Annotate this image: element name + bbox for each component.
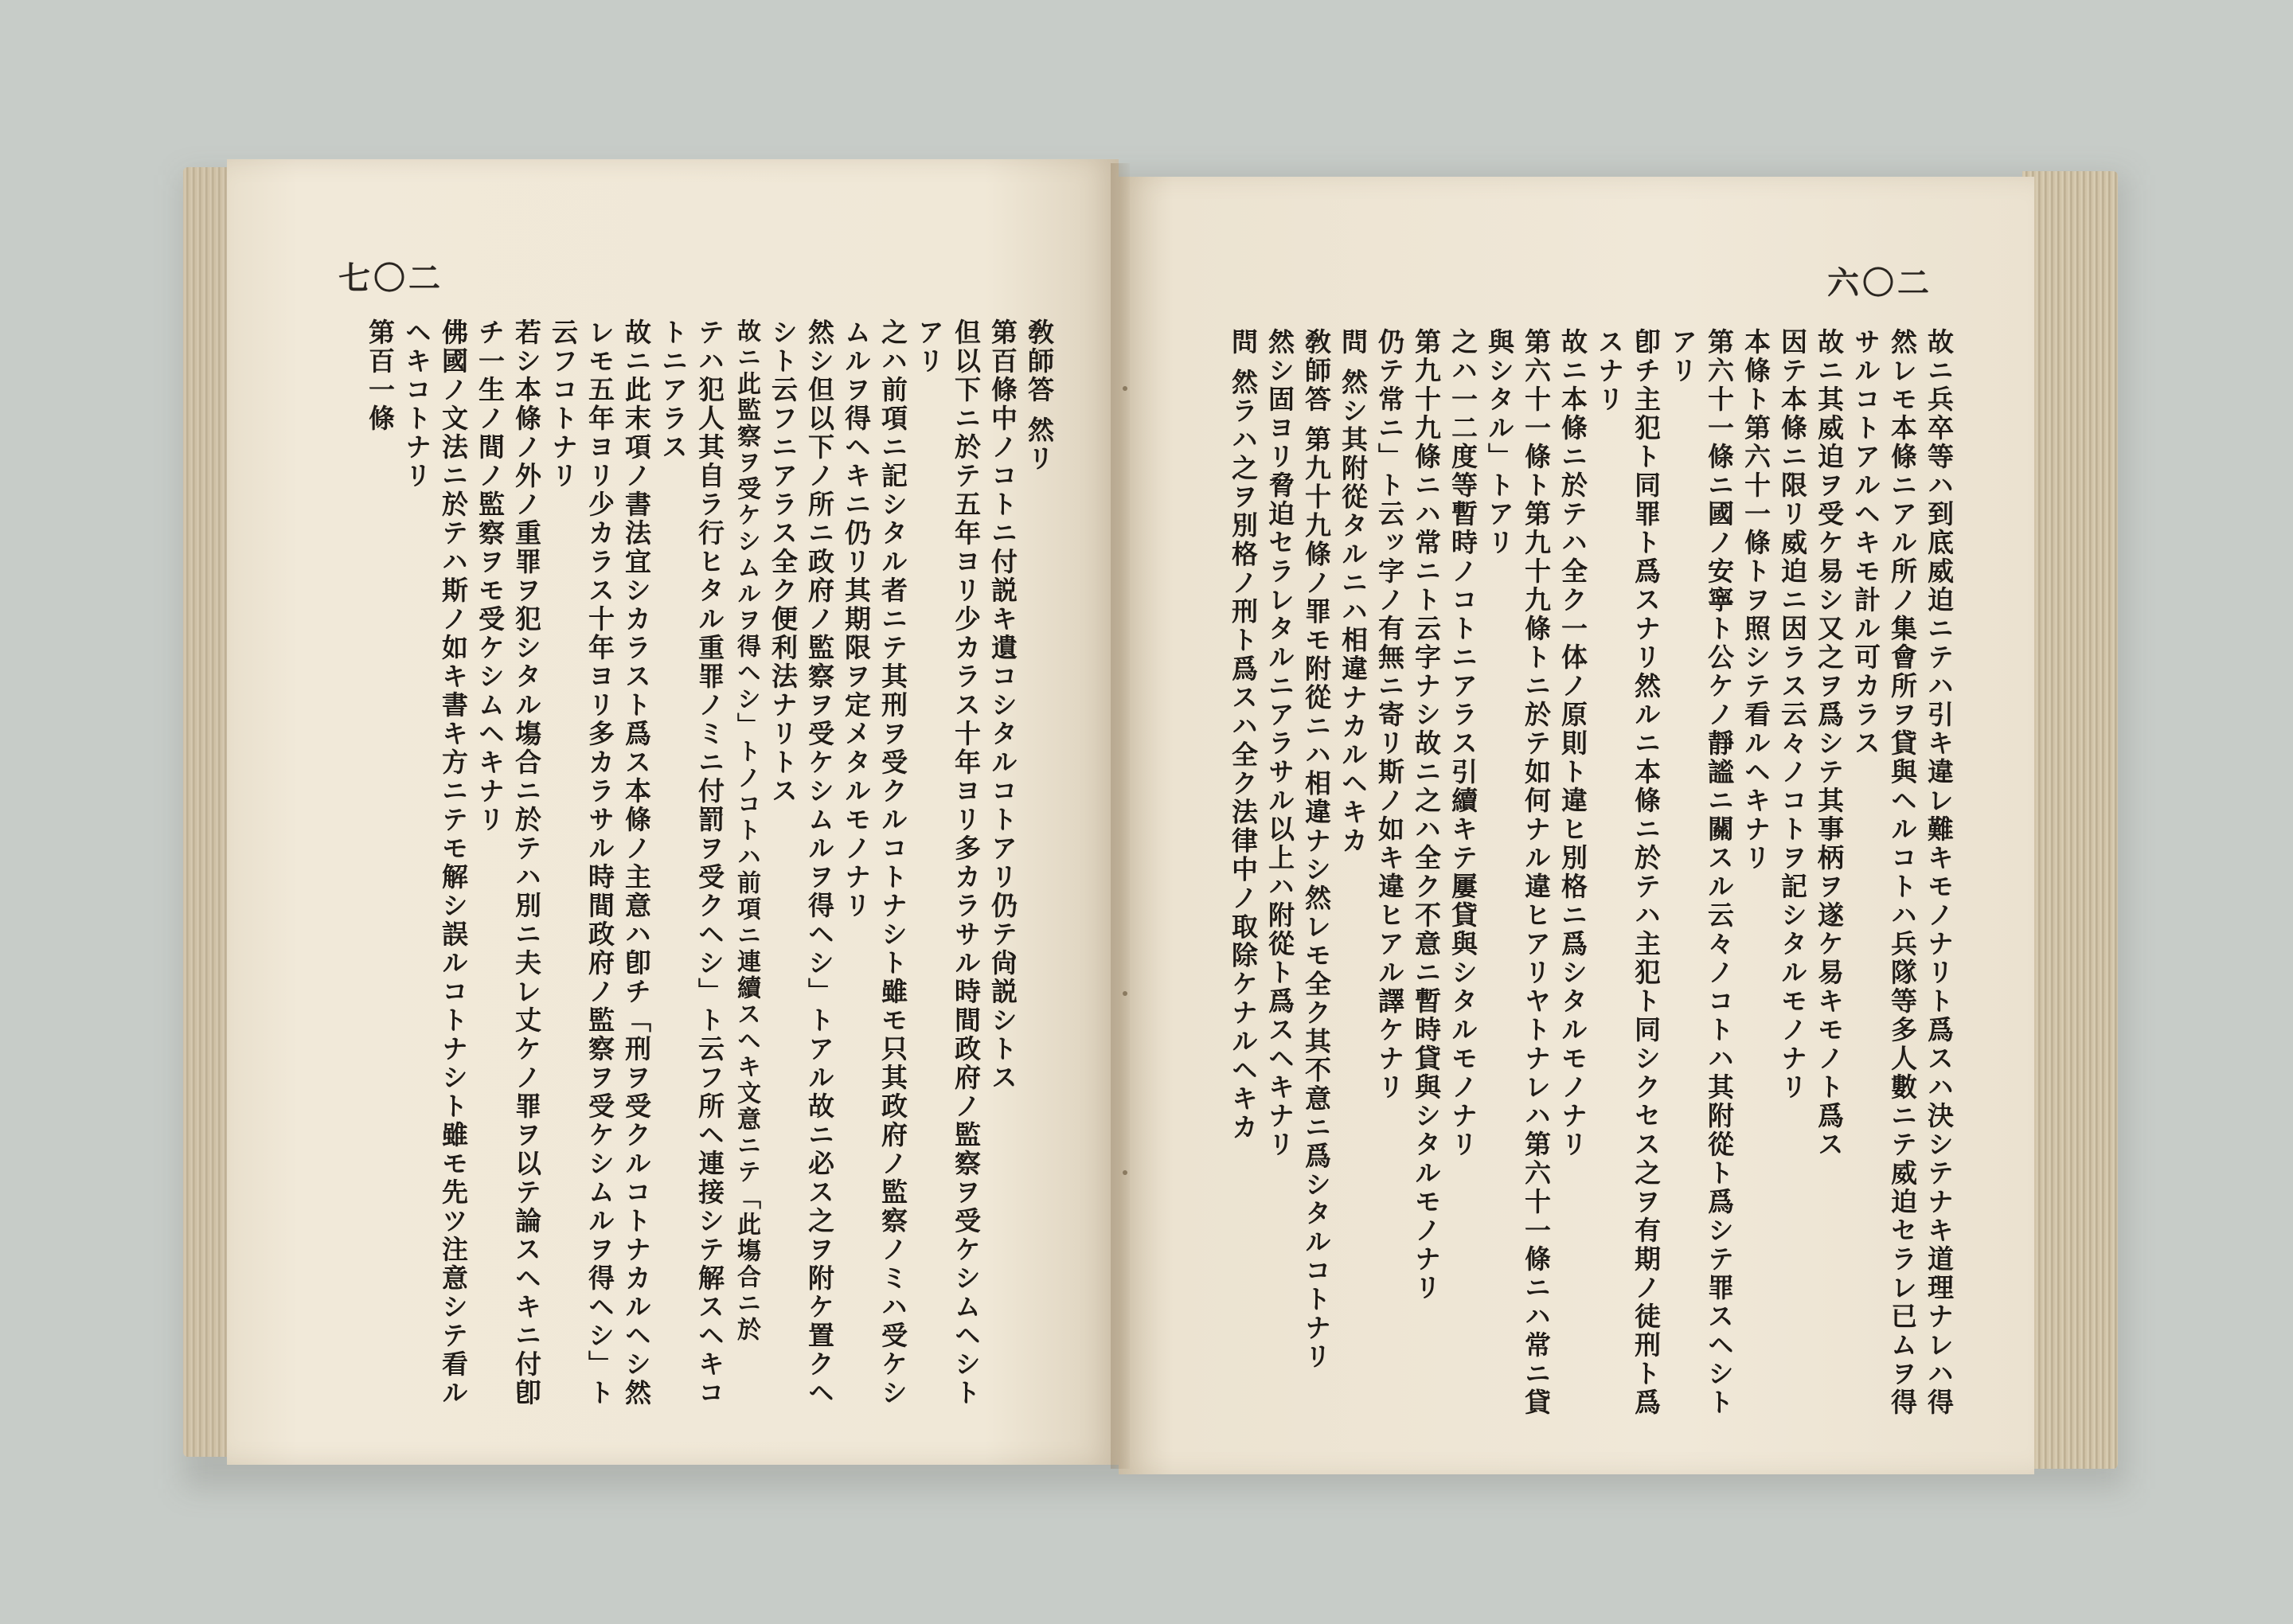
- text-column: テハ犯人其自ラ行ヒタル重罪ノミニ付罰ヲ受クヘシ」ト云フ所ヘ連接シテ解スヘキコ: [694, 318, 725, 1407]
- text-column: 第六十一條ニ國ノ安寧ト公ケノ靜謐ニ關スル云々ノコトハ其附從ト爲シテ罪スヘシト: [1704, 328, 1735, 1417]
- text-column: 故ニ其威迫ヲ受ケ易シ又之ヲ爲シテ其事柄ヲ遂ケ易キモノト爲ス: [1814, 328, 1845, 1159]
- text-column: 故ニ本條ニ於テハ全ク一体ノ原則ト違ヒ別格ニ爲シタルモノナリ: [1557, 328, 1588, 1159]
- left-page-number: 七〇二: [338, 260, 443, 297]
- book-gutter: [1111, 163, 1130, 1469]
- text-column: 然シ但以下ノ所ニ政府ノ監察ヲ受ケシムルヲ得ヘシ」トアル故ニ必ス之ヲ附ケ置クヘ: [804, 318, 835, 1407]
- text-column: 卽チ主犯ト同罪ト爲スナリ然ルニ本條ニ於テハ主犯ト同シクセス之ヲ有期ノ徒刑ト爲: [1631, 328, 1662, 1417]
- text-column: 故ニ此監察ヲ受ケシムルヲ得ヘシ」トノコトハ前項ニ連續スヘキ文意ニテ「此塲合ニ於: [732, 318, 760, 1343]
- text-column: 然レモ本條ニアル所ノ集會所ヲ貸與ヘルコトハ兵隊等多人數ニテ威迫セラレ已ムヲ得: [1887, 328, 1918, 1417]
- text-column: 第百一條: [365, 318, 396, 433]
- text-column: ヘキコトナリ: [401, 318, 432, 490]
- binding-stitch: [1123, 991, 1127, 996]
- text-column: トニアラス: [658, 318, 689, 462]
- text-column: スナリ: [1594, 328, 1625, 414]
- left-page: [227, 159, 1119, 1465]
- text-column: 第六十一條ト第九十九條トニ於テ如何ナル違ヒアリヤトナレハ第六十一條ニハ常ニ貸: [1521, 328, 1552, 1417]
- text-column: アリ: [1667, 328, 1698, 385]
- text-column: 第百條中ノコトニ付説キ遺コシタルコトアリ仍テ尙説シトス: [987, 318, 1018, 1092]
- text-column: アリ: [914, 318, 945, 376]
- right-page-edges: [2022, 171, 2118, 1469]
- text-column: 與シタル」トアリ: [1484, 328, 1515, 557]
- text-column: 之ハ一二度等暫時ノコトニアラス引續キテ屢貸與シタルモノナリ: [1447, 328, 1479, 1159]
- text-column: 問 然シ其附從タルニハ相違ナカルヘキカ: [1338, 328, 1369, 856]
- text-column: 因テ本條ニ限リ威迫ニ因ラス云々ノコトヲ記シタルモノナリ: [1777, 328, 1808, 1102]
- text-column: 故ニ此末項ノ書法宜シカラスト爲ス本條ノ主意ハ卽チ「刑ヲ受クルコトナカルヘシ然: [621, 318, 652, 1407]
- text-column: 仍テ常ニ」ト云ッ字ノ有無ニ寄リ斯ノ如キ違ヒアル譯ケナリ: [1374, 328, 1405, 1102]
- text-column: 故ニ兵卒等ハ到底威迫ニテハ引キ違レ難キモノナリト爲スハ決シテナキ道理ナレハ得: [1924, 328, 1955, 1417]
- text-column: 然シ固ヨリ脅迫セラレタルニアラサル以上ハ附從ト爲スヘキナリ: [1264, 328, 1295, 1159]
- text-column: 但以下ニ於テ五年ヨリ少カラス十年ヨリ多カラサル時間政府ノ監察ヲ受ケシムヘシト: [951, 318, 982, 1407]
- text-column: 本條ト第六十一條トヲ照シテ看ルヘキナリ: [1740, 328, 1772, 873]
- text-column: 第九十九條ニハ常ニト云字ナシ故ニ之ハ全ク不意ニ暫時貸與シタルモノナリ: [1411, 328, 1442, 1302]
- text-column: 若シ本條ノ外ノ重罪ヲ犯シタル塲合ニ於テハ別ニ夫レ丈ケノ罪ヲ以テ論スヘキニ付卽: [511, 318, 542, 1407]
- text-column: 敎師答 然リ: [1024, 318, 1055, 474]
- binding-stitch: [1123, 386, 1127, 391]
- right-page: [1119, 177, 2034, 1474]
- right-page-number: 六〇二: [1827, 264, 1932, 302]
- binding-stitch: [1123, 1170, 1127, 1175]
- text-column: レモ五年ヨリ少カラス十年ヨリ多カラサル時間政府ノ監察ヲ受ケシムルヲ得ヘシ」ト: [584, 318, 615, 1407]
- text-column: 佛國ノ文法ニ於テハ斯ノ如キ書キ方ニテモ解シ誤ルコトナシト雖モ先ツ注意シテ看ル: [438, 318, 469, 1407]
- text-column: ムルヲ得ヘキニ仍リ其期限ヲ定メタルモノナリ: [841, 318, 872, 920]
- text-column: 云フコトナリ: [548, 318, 579, 490]
- text-column: 問 然ラハ之ヲ別格ノ刑ト爲スハ全ク法律中ノ取除ケナルヘキカ: [1228, 328, 1259, 1142]
- text-column: 之ハ前項ニ記シタル者ニテ其刑ヲ受クルコトナシト雖モ只其政府ノ監察ノミハ受ケシ: [877, 318, 908, 1407]
- text-column: シト云フニアラス全ク便利法ナリトス: [768, 318, 799, 806]
- text-column: チ一生ノ間ノ監察ヲモ受ケシムヘキナリ: [475, 318, 506, 834]
- text-column: 敎師答 第九十九條ノ罪モ附從ニハ相違ナシ然レモ全ク其不意ニ爲シタルコトナリ: [1301, 328, 1332, 1372]
- text-column: サルコトアルヘキモ計ル可カラス: [1850, 328, 1881, 758]
